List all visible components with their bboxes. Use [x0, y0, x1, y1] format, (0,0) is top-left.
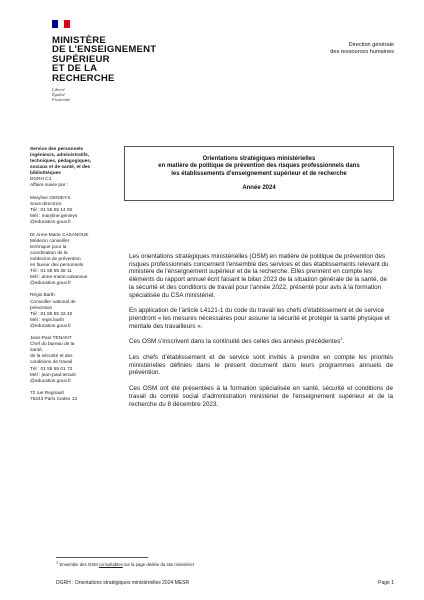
contact-line: Mél : regis.barth — [30, 317, 65, 323]
ministry-line: MINISTÈRE — [52, 35, 107, 46]
contact-line: conditions de travail — [30, 360, 72, 366]
contact-line: @education.gouv.fr — [30, 323, 71, 329]
footnote-link[interactable]: consultables — [98, 562, 123, 567]
contact-line: médecine de prévention — [30, 256, 81, 262]
contact-line: prévention — [30, 305, 53, 311]
service-line: techniques, pédagogiques, — [30, 159, 92, 165]
service-code: DGRH C1 — [30, 177, 52, 183]
direction-generale — [330, 42, 394, 57]
followed-by: Affaire suivie par : — [30, 183, 68, 189]
contact-line: Tél : 01 55 55 14 50 — [30, 207, 73, 213]
service-line: ingénieurs, administratifs, — [30, 153, 90, 159]
footnote-ref[interactable]: 1 — [340, 336, 343, 342]
ministry-line: DE L'ENSEIGNEMENT — [52, 44, 157, 56]
page-number: Page 1 — [378, 580, 394, 586]
title-line: les établissements d'enseignement supérieur et de recherche — [171, 170, 347, 177]
contact-line: coordination de la — [30, 250, 68, 256]
contact-line: Sous-directrice — [30, 201, 62, 207]
contact-line: @education.gouv.fr — [30, 378, 71, 384]
address-line: 72 rue Regnault — [30, 391, 64, 397]
contact-line: Maryline GENIEYS — [30, 195, 71, 201]
contact-line: Conseiller national de — [30, 299, 76, 305]
contact-line: de la sécurité et des — [30, 354, 73, 360]
contact-line: Mél : anne-marie.casanoue — [30, 274, 88, 280]
contact-line: Dr Anne-Marie CASANOUE — [30, 232, 89, 238]
footnote-text-post: sur la page dédiée du site ministériel — [122, 562, 194, 567]
paragraph: Ces OSM ont été présentées à la formation spécialisée en santé, sécurité et conditions de travail du comité social d'administration ministériel de l'enseignement supérieur et de la recherche du 8 décembre 2023. — [129, 385, 393, 408]
ministry-logo — [52, 20, 162, 102]
service-line: bibliothèques — [30, 171, 61, 177]
document-year: Année 2024 — [242, 184, 276, 191]
contact-block — [30, 293, 114, 329]
contact-line: Régis Barth — [30, 293, 55, 299]
contact-line: Tél : 01 55 55 38 11 — [30, 268, 72, 274]
contact-line: technique pour la — [30, 244, 67, 250]
service-line: Service des personnels — [30, 147, 84, 152]
contact-line: Tél : 01 55 55 32 40 — [30, 311, 73, 317]
motto-line: Égalité — [52, 92, 65, 98]
contact-line: Jean-Paul TENANT — [30, 336, 72, 342]
french-flag-icon — [52, 20, 70, 28]
paragraph-text: Ces OSM s'inscrivent dans la continuité des celles des années précédentes — [129, 338, 341, 346]
footnote-divider — [56, 557, 148, 558]
contact-block — [30, 233, 114, 287]
ministry-line: SUPÉRIEUR — [52, 53, 110, 65]
contact-line: Chef du bureau de la — [30, 342, 75, 348]
ministry-line: ET DE LA RECHERCHE — [52, 63, 115, 84]
service-line: sociaux et de santé, et des — [30, 165, 91, 171]
footer-title: DGRH : Orientations stratégiques ministérielles 2024 MESR — [56, 580, 190, 586]
address-line: 75243 Paris Cedex 13 — [30, 397, 78, 403]
motto-line: Fraternité — [52, 97, 71, 103]
paragraph-end: . — [342, 338, 345, 346]
republic-motto — [52, 87, 162, 102]
footnote — [56, 559, 194, 567]
service-name — [30, 147, 114, 177]
page-footer — [56, 580, 394, 586]
footnote-number: 1 — [56, 559, 59, 565]
document-title-box — [124, 146, 394, 201]
address — [30, 391, 114, 403]
contact-block — [30, 196, 114, 226]
contact-line: santé, — [30, 348, 43, 354]
contact-line: @education.gouv.fr — [30, 280, 71, 286]
contact-block — [30, 336, 114, 384]
paragraph: En application de l'article L4121-1 du code du travail les chefs d'établissement et de service prendront « les mesures nécessaires pour assurer la sécurité et protéger la santé physique et mentale des travailleurs ». — [129, 307, 390, 330]
contact-line: Mél : maryline.genieys — [30, 213, 78, 219]
direction-line: des ressources humaines — [330, 49, 394, 56]
title-line: en matière de politique de prévention des risques professionnels dans — [158, 163, 360, 170]
sidebar-contacts — [30, 147, 114, 403]
document-body — [129, 253, 393, 416]
motto-line: Liberté — [52, 87, 65, 93]
paragraph: Les chefs d'établissement et de service sont invités à prendre en compte les priorités ministérielles définies dans le présent document dans leurs programmes annuels de prévention. — [129, 354, 393, 377]
ministry-name — [52, 36, 162, 83]
contact-line: @education.gouv.fr — [30, 220, 71, 226]
contact-line: en faveur des personnels — [30, 262, 84, 268]
contact-line: Tél : 01 55 55 01 72 — [30, 366, 73, 372]
footnote-text-pre: Ensemble des OSM — [59, 562, 99, 567]
direction-line: Direction générale — [348, 42, 394, 48]
contact-line: Mél : jean-paul.tenant — [30, 372, 76, 378]
title-line: Orientations stratégiques ministérielles — [202, 156, 316, 162]
paragraph: Les orientations stratégiques ministérielles (OSM) en matière de politique de prévention des risques professionnels concernent l'ensemble des services et des établissements relevant du ministère de l'enseignement supérieur et de la recherche. Elles prennent en compte les éléments du rapport annuel écrit faisant le bilan 2023 de la situation générale de la santé, de la sécurité et des conditions de travail pour l'année 2022, présenté pour avis à la formation spécialisée du CSA ministériel. — [129, 253, 389, 299]
contact-line: Médecin conseiller — [30, 238, 70, 244]
paragraph — [129, 338, 393, 346]
